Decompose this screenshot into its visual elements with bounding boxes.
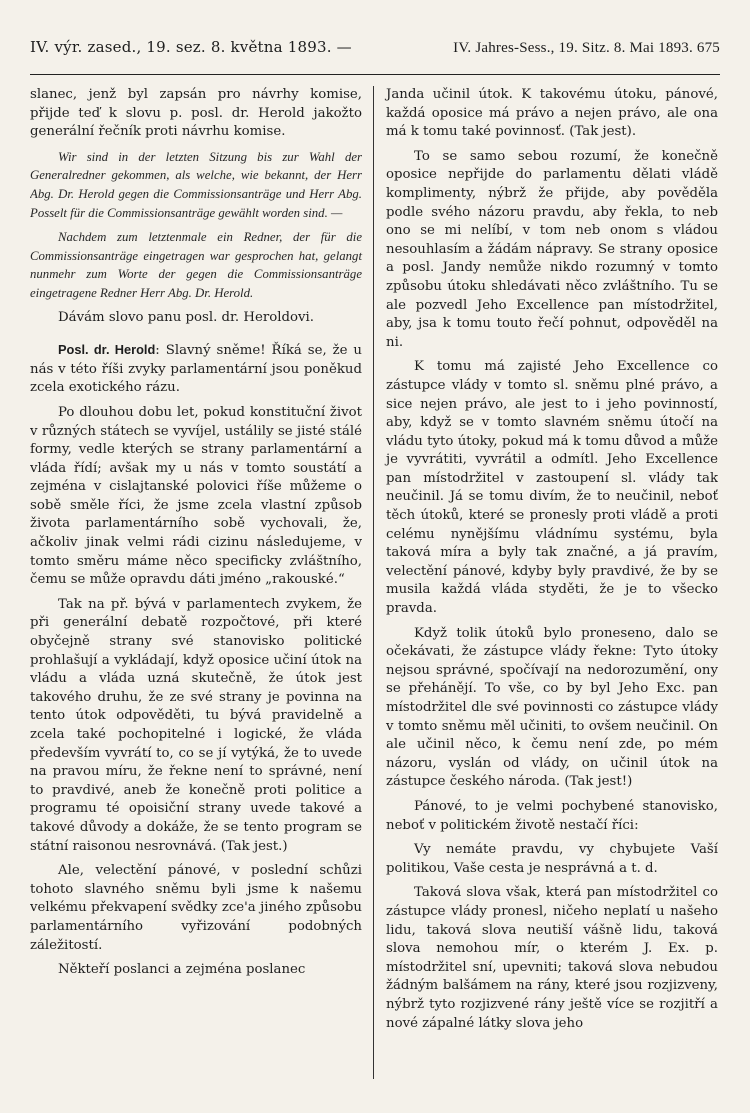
header-czech: IV. výr. zased., 19. sez. 8. května 1893. — (30, 38, 352, 56)
paragraph: Vy nemáte pravdu, vy chybujete Vaší politikou, Vaše cesta je nesprávná a t. d. (386, 842, 718, 876)
paragraph: Po dlouhou dobu let, pokud konstituční život v různých státech se vyvíjel, ustálily se jisté stálé formy, vedle kterých se strany parlamentární a vláda řídí; avšak my u nás v tomto soustátí a zejména v cislajtanské polovici říše můžeme o sobě směle říci, že jsme zcela vlastní způsob života parlamentárního sobě vychovali, že, ačkoliv jinak velmi rádi cizinu následujeme, v tomto směru máme něco specificky zvláštního, čemu se může opravdu dáti jméno „rakouské.“ (30, 404, 362, 588)
header-german: IV. Jahres-Sess., 19. Sitz. 8. Mai 1893. 675 (453, 40, 720, 56)
paragraph: slanec, jenž byl zapsán pro návrhy komise, přijde teď k slovu p. posl. dr. Herold jakožto generální řečník proti návrhu komise. (30, 87, 362, 140)
text-columns (30, 86, 718, 1083)
paragraph-german: Nachdem zum letztenmale ein Redner, der für die Commissionsanträge eingetragen war gesprochen hat, gelangt nunmehr zum Worte der gegen die Commissionsanträge eingetragene Redner Herr Abg. Dr. Herold. (30, 230, 362, 300)
paragraph: Někteří poslanci a zejména poslanec (58, 962, 306, 978)
paragraph: Taková slova však, která pan místodržitel co zástupce vlády pronesl, ničeho neplatí u našeho lidu, taková slova neutiší vášně lidu, taková slova nemohou mír, o kterém J. Ex. p. místodržitel sní, upevniti; taková slova nebudou žádným balšámem na rány, které jsou rozjizveny, nýbrž tyto rozjizvené rány ještě více se rozjitří a nové zápalné látky slova jeho (386, 885, 718, 1031)
paragraph: Dávám slovo panu posl. dr. Heroldovi. (58, 309, 314, 325)
speech-text: : Slavný sněme! Říká se, že u nás v této říši zvyky parlamentární jsou poněkud zcela exotického rázu. (30, 343, 362, 396)
paragraph-german: Wir sind in der letzten Sitzung bis zur Wahl der Generalredner gekommen, als welche, wie bekannt, der Herr Abg. Dr. Herold gegen die Commissionsanträge und Herr Abg. Posselt für die Commissionsanträge gewählt worden sind. — (30, 149, 362, 220)
speaker-name: Posl. dr. Herold (58, 342, 156, 358)
right-column (382, 86, 718, 1083)
paragraph: Pánové, to je velmi pochybené stanovisko, neboť v politickém životě nestačí říci: (386, 798, 718, 833)
paragraph: K tomu má zajisté Jeho Excellence co zástupce vlády v tomto sl. sněmu plné právo, a sice nejen právo, ale jest to i jeho povinností, aby, když se v tomto slavném sněmu útočí na vládu tyto útoky, pokud má k tomu důvod a může je vyvrátiti, vyvrátil a odmítl. Jeho Excellence pan místodržitel v zastoupení sl. vlády tak neučinil. Já se tomu divím, že to neučinil, neboť těch útoků, které se pronesly proti vládě a proti celému nynějšímu vládnímu systému, byla taková míra a byly tak značné, a já pravím, velectění pánové, kdyby byly pravdivé, že by se musila každá vláda styděti, že je to všecko pravda. (386, 359, 718, 617)
paragraph: To se samo sebou rozumí, že konečně oposice nepřijde do parlamentu dělati vládě komplimenty, nýbrž že přijde, aby pověděla podle svého názoru pravdu, aby řekla, to neb ono se mi nelíbí, v tom neb onom s vládou nesouhlasím a žádám nápravy. Se strany oposice a posl. Jandy nemůže nikdo rozumný v tomto způsobu útoku shledávati něco zvláštního. Tu se ale pozvedl Jeho Excellence pan místodržitel, aby, jsa k tomu touto řečí pohnut, odpověděl na ni. (386, 148, 718, 350)
paragraph: Tak na př. bývá v parlamentech zvykem, že při generální debatě rozpočtové, při které obyčejně strany své stanovisko politické prohlašují a vykládají, když oposice učiní útok na vládu a vláda uzná skutečně, že útok jest takového druhu, že ze své strany je povinna na tento útok odpověděti, tu bývá pravidelně a zcela také pochopitelné i logické, že vláda především vyvrátí to, co se jí vytýká, že to uvede na pravou míru, že řekne není to správné, není to pravdivé, aneb že konečně proti politice a programu té opoisiční strany uvede takové a takové důvody a dokáže, že se tento program se státní raisonou nesrovnává. (Tak jest.) (30, 596, 362, 854)
header-rule (30, 74, 720, 75)
left-column (30, 86, 366, 1083)
paragraph: Když tolik útoků bylo proneseno, dalo se očekávati, že zástupce vlády řekne: Tyto útoky nejsou správné, spočívají na nedorozumění, ony se přehánějí. To vše, co by byl Jeho Exc. pan místodržitel dle své povinnosti co zástupce vlády v tomto sněmu měl učiniti, to ovšem neučinil. On ale učinil něco, k čemu není zde, po mém názoru, vyslán od vlády, on učinil útok na zástupce českého národa. (Tak jest!) (386, 625, 718, 790)
paragraph: Ale, velectění pánové, v poslední schůzi tohoto slavného sněmu byli jsme k našemu velkému překvapení svědky zce'a jiného způsobu parlamentárního vyřizování podobných záležitostí. (30, 863, 362, 953)
paragraph: Janda učinil útok. K takovému útoku, pánové, každá oposice má právo a nejen právo, ale ona má k tomu také povinnosť. (Tak jest). (386, 87, 718, 140)
running-header (30, 38, 720, 66)
speech-start (30, 341, 362, 398)
